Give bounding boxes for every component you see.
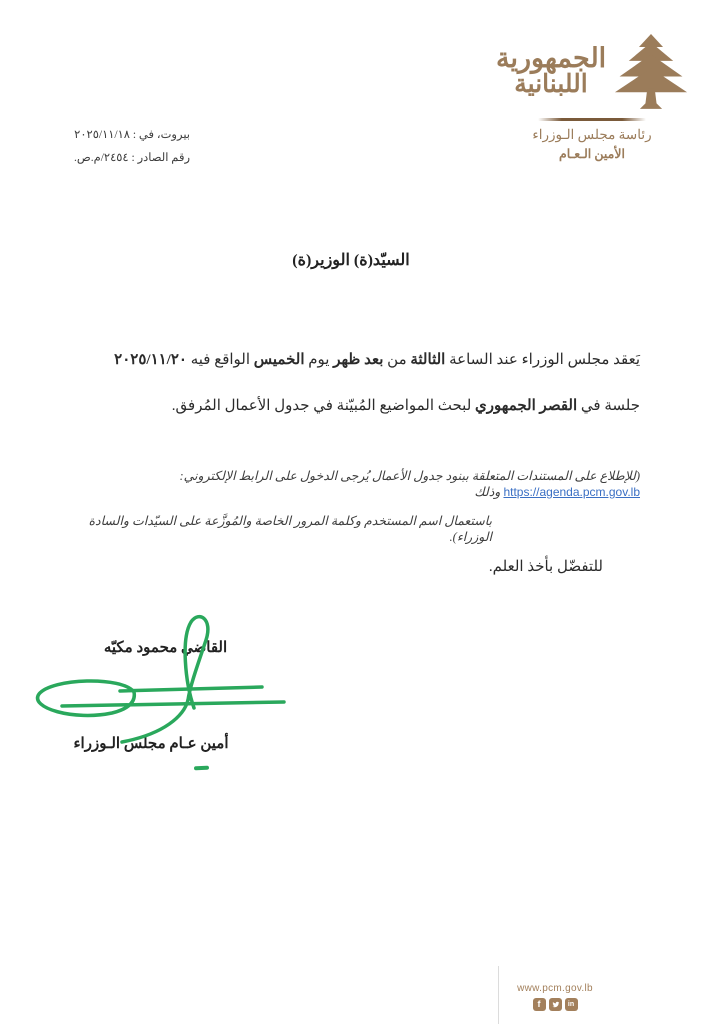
signatory-name: القاضي محمود مكيّه [103,640,228,656]
emblem-divider [538,118,646,121]
agenda-link[interactable]: https://agenda.pcm.gov.lb [503,485,640,499]
emblem-org-line: رئاسة مجلس الـوزراء [532,127,652,142]
emblem-title-line1: الجمهورية [496,42,607,73]
linkedin-icon: in [565,998,578,1011]
signature-ink-dash [194,766,209,771]
body-paragraph [62,350,640,442]
letter-date: بيروت، في : ٢٠٢٥/١١/١٨ [74,129,190,141]
body-line-2: جلسة في القصر الجمهوري لبحث المواضيع المُبيّنة في جدول الأعمال المُرفق. [171,398,640,414]
letter-meta [30,124,190,170]
letter-ref-number: رقم الصادر : ٢٤٥٤/م.ص. [73,152,190,164]
body-line-1: يَعقد مجلس الوزراء عند الساعة الثالثة من بعد ظهر يوم الخميس الواقع فيه ٢٠٢٥/١١/٢٠ [114,352,640,368]
emblem-title-line2: اللبنانية [514,71,588,99]
pcm-emblem [492,28,692,162]
agenda-note [62,468,640,545]
republic-calligraphy [496,44,606,99]
emblem-office-line: الأمين الـعـام [559,147,625,161]
recipient-line: السيّد(ة) الوزير(ة) [292,252,410,269]
cedar-tree-icon [614,28,688,114]
footer-social-icons [502,998,608,1011]
signatory-title: أمين عـام مجلس الـوزراء [73,736,229,752]
footer-divider [498,966,499,1024]
closing-line: للتفضّل بأخذ العلم. [488,559,603,575]
twitter-icon [549,998,562,1011]
note-line-2: باستعمال اسم المستخدم وكلمة المرور الخاصة والمُوزَّعة على السيّدات والسادة الوزراء). [88,514,492,544]
footer [502,983,608,1011]
facebook-icon: f [533,998,546,1011]
handwritten-signature [22,610,290,750]
footer-website: www.pcm.gov.lb [517,983,593,994]
note-line-1: (للإطلاع على المستندات المتعلقة ببنود جدول الأعمال يُرجى الدخول على الرابط الإلكتروني: https://agenda.pcm.gov.lb وذلك [179,469,640,499]
